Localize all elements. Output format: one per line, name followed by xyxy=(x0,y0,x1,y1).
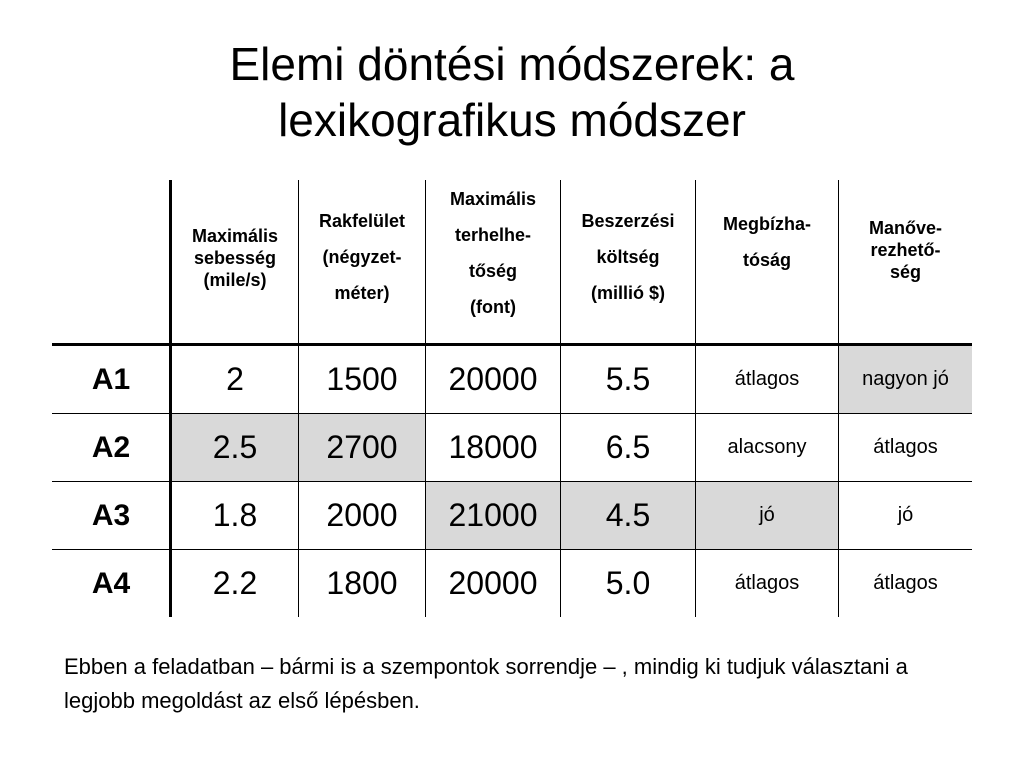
cell-a4-load: 20000 xyxy=(448,565,538,601)
row-label-a2: A2 xyxy=(91,430,131,464)
cell-a3-load: 21000 xyxy=(426,482,560,549)
cell-a2-reliability: alacsony xyxy=(727,436,807,458)
header-line: rezhető- xyxy=(870,240,941,260)
cell-a4-cost: 5.0 xyxy=(605,565,651,601)
header-line: Maximális xyxy=(191,226,279,246)
header-reliability xyxy=(696,180,838,344)
header-line: (négyzet- xyxy=(322,247,402,267)
cell-a1-reliability: átlagos xyxy=(734,368,800,390)
cell-a3-cost: 4.5 xyxy=(561,482,695,549)
cell-a2-maneuverability: átlagos xyxy=(873,436,938,458)
cell-a1-load: 20000 xyxy=(448,361,538,397)
cell-a4-speed: 2.2 xyxy=(212,565,258,601)
header-line: költség xyxy=(596,247,660,267)
header-line: tóság xyxy=(742,250,791,270)
header-divider xyxy=(52,343,972,346)
header-line: Beszerzési xyxy=(581,211,675,231)
row-divider xyxy=(52,413,972,414)
row-label-a4: A4 xyxy=(91,566,131,600)
cell-a2-cost: 6.5 xyxy=(605,429,651,465)
header-max-load xyxy=(426,180,560,344)
header-line: Rakfelület xyxy=(318,211,406,231)
cell-a4-maneuverability: átlagos xyxy=(873,572,938,594)
header-line: terhelhe- xyxy=(454,225,531,245)
row-label-a1: A1 xyxy=(91,362,131,396)
footnote-text: Ebben a feladatban – bármi is a szempontok sorrendje – , mindig ki tudjuk választani a legjobb megoldást az első lépésben. xyxy=(64,654,908,713)
header-line: (millió $) xyxy=(590,283,665,303)
header-maneuverability xyxy=(839,180,972,344)
cell-a3-reliability: jó xyxy=(696,482,838,549)
header-line: Megbízha- xyxy=(723,214,811,234)
header-max-speed xyxy=(172,180,298,344)
slide-title-line-2: lexikografikus módszer xyxy=(278,94,746,146)
cell-a4-area: 1800 xyxy=(326,565,398,601)
header-line: (mile/s) xyxy=(203,270,267,290)
column-divider xyxy=(298,180,299,617)
cell-a1-maneuverability: nagyon jó xyxy=(839,346,972,413)
row-label-a3: A3 xyxy=(91,498,131,532)
header-line: méter) xyxy=(334,283,390,303)
cell-a1-area: 1500 xyxy=(326,361,398,397)
row-divider xyxy=(52,549,972,550)
header-line: sebesség xyxy=(193,248,277,268)
header-line: Manőve- xyxy=(868,218,942,238)
header-line: Maximális xyxy=(449,189,537,209)
header-purchase-cost xyxy=(561,180,695,344)
cell-a2-area: 2700 xyxy=(299,414,425,481)
cell-a3-area: 2000 xyxy=(326,497,398,533)
header-line: ség xyxy=(889,262,921,282)
cell-a2-speed: 2.5 xyxy=(172,414,298,481)
cell-a2-load: 18000 xyxy=(448,429,538,465)
column-divider xyxy=(560,180,561,617)
row-divider xyxy=(52,481,972,482)
slide-title-line-1: Elemi döntési módszerek: a xyxy=(229,38,795,90)
header-line: tőség xyxy=(468,261,517,281)
cell-a3-speed: 1.8 xyxy=(212,497,258,533)
column-divider xyxy=(695,180,696,617)
header-cargo-area xyxy=(299,180,425,344)
label-column-divider xyxy=(169,180,172,617)
cell-a1-speed: 2 xyxy=(226,361,244,397)
column-divider xyxy=(425,180,426,617)
cell-a1-cost: 5.5 xyxy=(605,361,651,397)
column-divider xyxy=(838,180,839,617)
cell-a3-maneuverability: jó xyxy=(897,504,914,526)
header-line: (font) xyxy=(470,297,516,317)
cell-a4-reliability: átlagos xyxy=(734,572,800,594)
